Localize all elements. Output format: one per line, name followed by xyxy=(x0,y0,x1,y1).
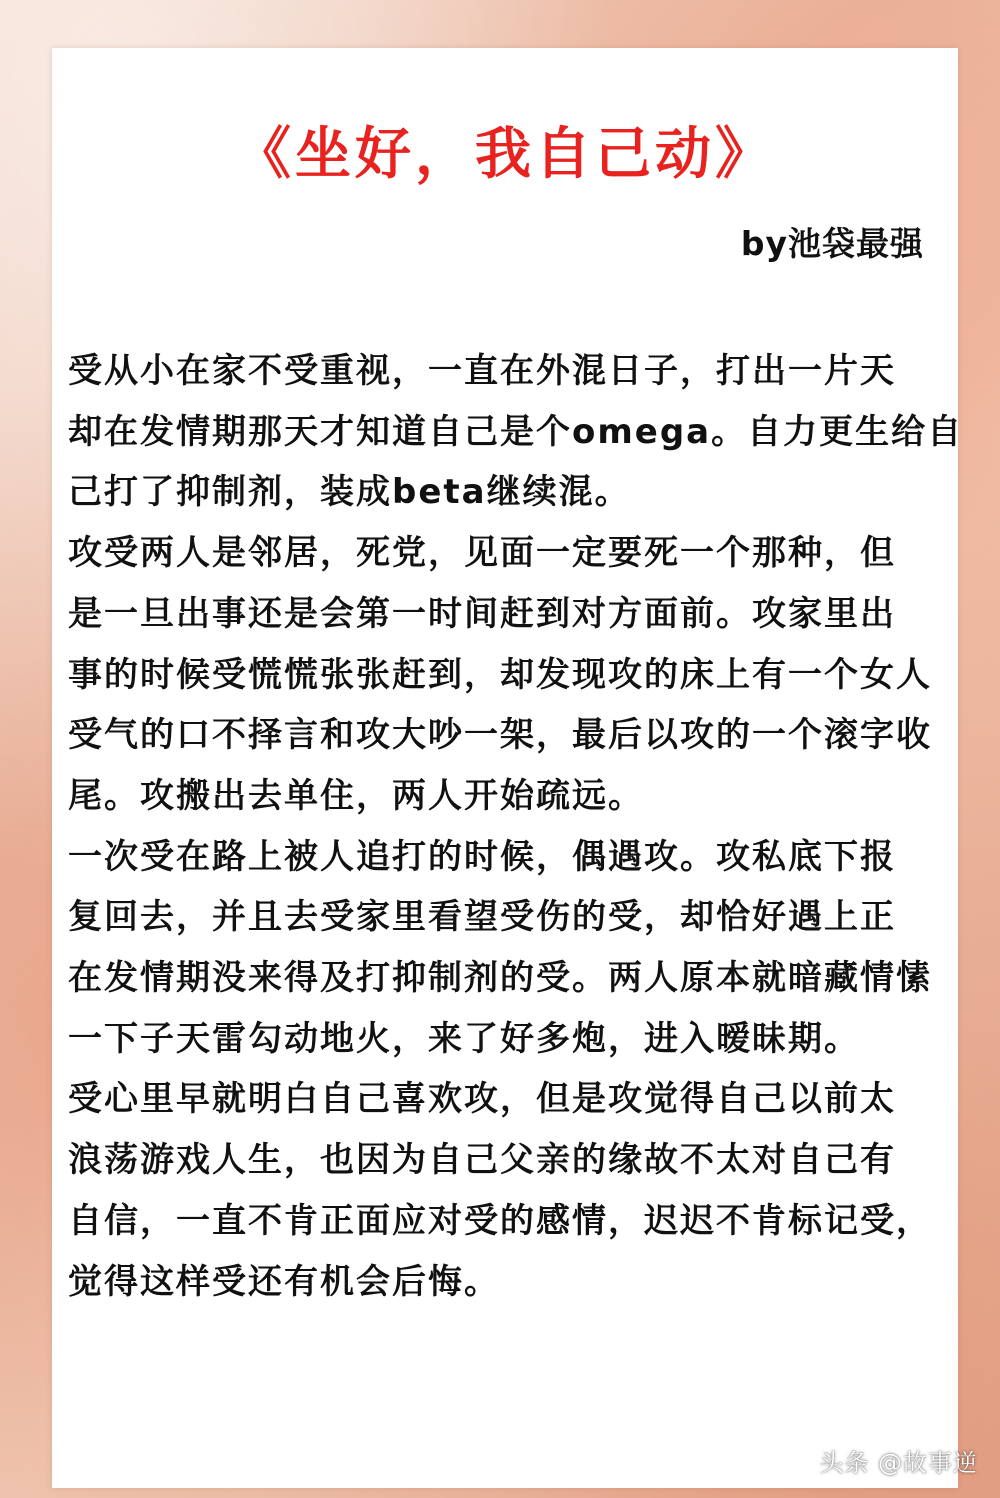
text-line: 在发情期没来得及打抑制剂的受。两人原本就暗藏情愫 xyxy=(68,958,932,999)
text-line: 复回去，并且去受家里看望受伤的受，却恰好遇上正 xyxy=(68,897,896,938)
text-line: 浪荡游戏人生，也因为自己父亲的缘故不太对自己有 xyxy=(68,1140,896,1181)
watermark: 头条 @故事逆 xyxy=(819,1449,978,1477)
author-line: by池袋最强 xyxy=(740,224,924,263)
text-line: 觉得这样受还有机会后悔。 xyxy=(68,1261,500,1302)
text-line: 受心里早就明白自己喜欢攻，但是攻觉得自己以前太 xyxy=(68,1079,896,1120)
text-line: 是一旦出事还是会第一时间赶到对方面前。攻家里出 xyxy=(68,593,896,634)
book-title: 《坐好，我自己动》 xyxy=(235,121,775,187)
synopsis-text xyxy=(68,341,964,1312)
text-line: 一次受在路上被人追打的时候，偶遇攻。攻私底下报 xyxy=(68,836,896,877)
text-line: 一下子天雷勾动地火，来了好多炮，进入暧昧期。 xyxy=(68,1018,860,1059)
text-line: 受从小在家不受重视，一直在外混日子，打出一片天 xyxy=(68,351,896,391)
paper-sheet xyxy=(52,48,964,1488)
text-line: 受气的口不择言和攻大吵一架，最后以攻的一个滚字收 xyxy=(68,715,932,756)
text-line: 自信，一直不肯正面应对受的感情，迟迟不肯标记受， xyxy=(68,1200,932,1241)
text-line: 却在发情期那天才知道自己是个omega。自力更生给自 xyxy=(68,411,964,452)
text-line: 尾。攻搬出去单住，两人开始疏远。 xyxy=(68,775,644,816)
text-line: 己打了抑制剂，装成beta继续混。 xyxy=(68,472,631,513)
text-line: 事的时候受慌慌张张赶到，却发现攻的床上有一个女人 xyxy=(68,654,932,695)
text-line: 攻受两人是邻居，死党，见面一定要死一个那种，但 xyxy=(68,533,896,574)
